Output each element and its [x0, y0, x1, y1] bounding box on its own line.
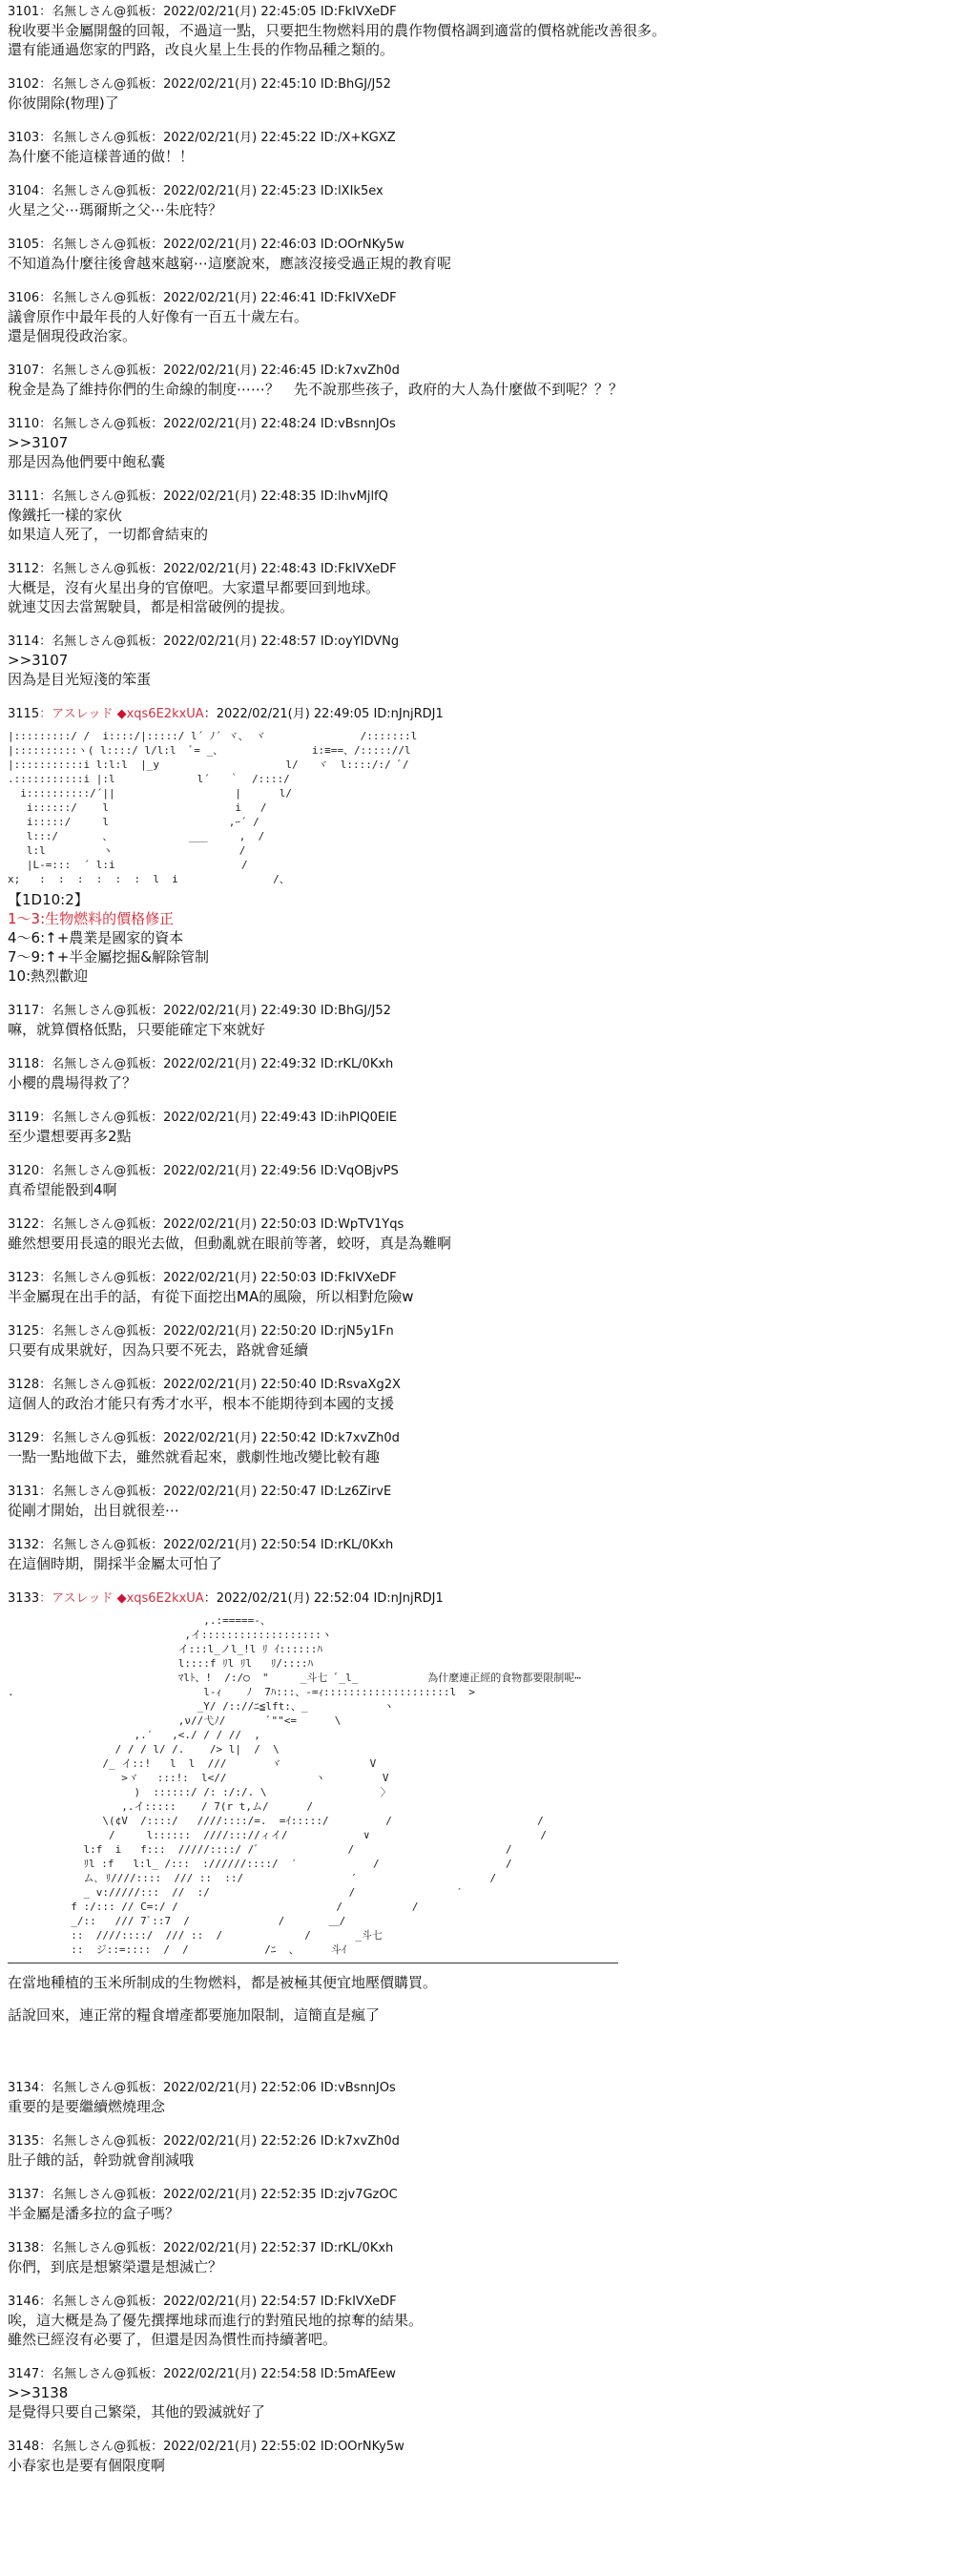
post-3131: [8, 1484, 946, 1520]
post-body: 火星之父⋯瑪爾斯之父⋯朱庇特？: [8, 201, 223, 218]
post-id[interactable]: ID:k7xvZh0d: [320, 2134, 400, 2149]
post-date: ：2022/02/21(月) 22:54:58: [151, 2367, 317, 2381]
post-body: 你們，到底是想繁榮還是想滅亡？: [8, 2258, 223, 2275]
post-id[interactable]: ID:FkIVXeDF: [320, 5, 397, 19]
post-header: [8, 183, 946, 200]
post-number: 3106: [8, 291, 40, 305]
post-header: [8, 416, 946, 433]
post-3125: [8, 1323, 946, 1360]
post-id[interactable]: ID:FkIVXeDF: [320, 1271, 397, 1285]
post-3106: [8, 290, 946, 345]
post-id[interactable]: ID:WpTV1Yqs: [320, 1217, 404, 1232]
ascii-art: |:::::::::/ / i::::/|:::::/ l´ ﾉ´ ヾ、 ヾ /:::::::l |::::::::::ヽ( l::::/ l/l:l ﾞ= _、 i:≡==、/::::://l |:::::::::::i l:l:l |_y l/ ヾ l::::/:/ ﾞ/ .:::::::::::i |:l l´ ｀ /::::/ i::::::::::/´|| | l/ i::::::/ l i / i:::::/ l ,ｰ´ / l:::/ 、 ___ , / l:l ヽ / |L-=::: ´ l:i / x; : : : : : : l i /、: [8, 730, 418, 885]
post-header: [8, 1590, 946, 1608]
post-header: [8, 1430, 946, 1447]
post-date: ：2022/02/21(月) 22:52:37: [151, 2241, 317, 2255]
author-name[interactable]: ：名無しさん@狐板: [39, 417, 152, 431]
post-3138: [8, 2240, 946, 2276]
post-id[interactable]: ID:rKL/0Kxh: [320, 2241, 394, 2255]
post-header: [8, 237, 946, 254]
post-body: 重要的是要繼續燃燒理念: [8, 2098, 166, 2115]
post-date: ：2022/02/21(月) 22:46:03: [151, 238, 317, 252]
post-number: 3138: [8, 2241, 40, 2255]
tripcode: xqs6E2kxUA: [126, 1591, 204, 1606]
post-3105: [8, 237, 946, 273]
post-id[interactable]: ID:Lz6ZirvE: [320, 1485, 392, 1499]
post-number: 3107: [8, 364, 40, 378]
trip-diamond-icon: ◆: [116, 707, 127, 721]
post-id[interactable]: ID:OOrNKy5w: [320, 2440, 404, 2454]
post-date: ：2022/02/21(月) 22:48:35: [151, 489, 317, 504]
author-name[interactable]: ：名無しさん@狐板: [39, 562, 152, 576]
post-date: ：2022/02/21(月) 22:50:03: [151, 1271, 317, 1285]
post-3132: [8, 1537, 946, 1573]
post-number: 3132: [8, 1538, 40, 1552]
post-header: [8, 1484, 946, 1501]
post-id[interactable]: ID:rKL/0Kxh: [320, 1057, 394, 1071]
post-header: [8, 1163, 946, 1180]
post-3111: [8, 488, 946, 544]
post-3123: [8, 1270, 946, 1306]
post-id[interactable]: ID:rjN5y1Fn: [320, 1324, 394, 1339]
author-name[interactable]: ：アスレッド: [39, 707, 114, 721]
post-header: [8, 1323, 946, 1340]
post-group-2: [8, 1003, 946, 1573]
post-number: 3103: [8, 131, 40, 145]
post-id[interactable]: ID:FkIVXeDF: [320, 2295, 397, 2309]
post-date: ：2022/02/21(月) 22:46:41: [151, 291, 317, 305]
post-number: 3114: [8, 634, 40, 649]
post-header: [8, 2240, 946, 2257]
post-number: 3133: [8, 1591, 40, 1606]
post-3128: [8, 1377, 946, 1413]
post-id[interactable]: ID:lhvMjlfQ: [320, 489, 388, 504]
dice-result-item: 7〜9:↑+半金屬挖掘&解除管制: [8, 948, 209, 966]
author-name[interactable]: ：名無しさん@狐板: [39, 2134, 152, 2149]
post-id[interactable]: ID:vBsnnJOs: [320, 417, 396, 431]
post-date: ：2022/02/21(月) 22:48:57: [151, 634, 317, 649]
post-date: ：2022/02/21(月) 22:45:22: [151, 131, 317, 145]
author-name[interactable]: ：名無しさん@狐板: [39, 1485, 152, 1499]
author-name[interactable]: ：名無しさん@狐板: [39, 2367, 152, 2381]
post-3119: [8, 1110, 946, 1146]
post-date: ：2022/02/21(月) 22:52:06: [151, 2081, 317, 2095]
post-body: 真希望能骰到4啊: [8, 1181, 117, 1198]
post-header: [8, 2294, 946, 2311]
post-header: [8, 2366, 946, 2383]
post-body: 唉，這大概是為了優先撰擇地球而進行的對殖民地的掠奪的結果。 雖然已經沒有必要了，但還是因為慣性而持續著吧。: [8, 2312, 424, 2348]
post-id[interactable]: ID:VqOBjvPS: [320, 1164, 399, 1178]
post-id[interactable]: ID:zjv7GzOC: [320, 2188, 398, 2202]
post-number: 3135: [8, 2134, 40, 2149]
post-header: [8, 4, 946, 21]
post-header: [8, 1056, 946, 1073]
post-body: 大概是，沒有火星出身的官僚吧。大家還早都要回到地球。 就連艾因去當駕駛員，都是相當破例的提拔。: [8, 579, 381, 615]
post-header: [8, 290, 946, 307]
author-name[interactable]: ：名無しさん@狐板: [39, 5, 152, 19]
author-name[interactable]: ：名無しさん@狐板: [39, 2295, 152, 2309]
post-number: 3119: [8, 1111, 40, 1125]
author-name[interactable]: ：名無しさん@狐板: [39, 184, 152, 198]
post-header: [8, 488, 946, 506]
post-date: ：2022/02/21(月) 22:46:45: [151, 364, 317, 378]
post-3147: [8, 2366, 946, 2421]
post-date: ：2022/02/21(月) 22:52:04: [203, 1591, 370, 1606]
post-id[interactable]: ID:OOrNKy5w: [320, 238, 404, 252]
post-id[interactable]: ID:rKL/0Kxh: [320, 1538, 394, 1552]
dice-result-item: 10:熱烈歡迎: [8, 967, 89, 985]
post-header: [8, 706, 946, 723]
post-date: ：2022/02/21(月) 22:50:40: [151, 1378, 317, 1392]
post-body: 只要有成果就好，因為只要不死去，路就會延續: [8, 1341, 309, 1359]
post-date: ：2022/02/21(月) 22:45:05: [151, 5, 317, 19]
post-3129: [8, 1430, 946, 1466]
post-body: >>3107 因為是目光短淺的笨蛋: [8, 652, 152, 688]
post-body: 半金屬現在出手的話，有從下面挖出MA的風險，所以相對危險w: [8, 1288, 414, 1305]
post-date: ：2022/02/21(月) 22:49:30: [151, 1004, 317, 1018]
post-3137: [8, 2187, 946, 2223]
post-header: [8, 2439, 946, 2456]
author-name[interactable]: ：名無しさん@狐板: [39, 489, 152, 504]
author-name[interactable]: ：名無しさん@狐板: [39, 1164, 152, 1178]
post-id[interactable]: ID:k7xvZh0d: [320, 364, 400, 378]
post-date: ：2022/02/21(月) 22:52:26: [151, 2134, 317, 2149]
post-id[interactable]: ID:k7xvZh0d: [320, 1431, 400, 1445]
post-number: 3128: [8, 1378, 40, 1392]
post-body: 雖然想要用長遠的眼光去做，但動亂就在眼前等著，蛟呀，真是為難啊: [8, 1235, 452, 1252]
author-name[interactable]: ：名無しさん@狐板: [39, 1004, 152, 1018]
post-id[interactable]: ID:5mAfEew: [320, 2367, 396, 2381]
post-body: 稅收要半金屬開盤的回報，不過這一點，只要把生物燃料用的農作物價格調到適當的價格就能改善很多。 還有能通過您家的門路，改良火星上生長的作物品種之類的。: [8, 22, 667, 58]
post-id[interactable]: ID:/X+KGXZ: [320, 131, 396, 145]
ascii-art: ,.:=====-、 ,イ:::::::::::::::::::ヽ イ:::l_ノl_!l ﾘ ｲ::::::ﾊ l::::f ﾘl ﾘl ﾘ/::::ﾊ ﾏlﾄ、! /:/○ " _斗七 ﾞ_l_ 為什麼連正經的食物都要限制呢⋯ . l-ｨ ﾉ 7ﾊ:::、-=ｨ::::::::::::::::::::l > _Y/ /:://ﾆ≦lft:、_ ヽ ,ν//弋ﾉ/ ﾞ""<= \ ,.′ ,<./ / / // , / / / l/ /. /> l| / \ /_ イ::! l l /// ヾ V >ヾ :::!: l<// ヽ V ) ::::::/ /: :/:/. \ 〉 ,.イ::::: / 7(r t,ム/ / \(¢V /::::/ ////::::/=. =ｲ:::::/ / / / l:::::: ////::://ィイ/ ∨ / l:f i f::: /////::::/ /ﾞ / / ﾘl :f l:l_ /::: ://////::::/ ′ / / ム､ ﾘ////:::: /// :: ::/ ′ / _ v://///::: // :/ / ′ f :/::: // C=:/ / / / _/:: /// 7ﾞ::7 / / ＿/ :: ////::::/ /// :: / / _斗七 :: ジ::=:::: / / /ﾆ 、 斗ｲ: [8, 1614, 581, 1956]
post-date: ：2022/02/21(月) 22:50:03: [151, 1217, 317, 1232]
author-name[interactable]: ：名無しさん@狐板: [39, 1324, 152, 1339]
post-3120: [8, 1163, 946, 1199]
author-name[interactable]: ：名無しさん@狐板: [39, 1378, 152, 1392]
post-number: 3123: [8, 1271, 40, 1285]
post-number: 3104: [8, 184, 40, 198]
post-date: ：2022/02/21(月) 22:45:10: [151, 77, 317, 92]
post-3103: [8, 130, 946, 166]
post-number: 3115: [8, 707, 40, 721]
op-post-3115: [8, 706, 946, 986]
author-name[interactable]: ：名無しさん@狐板: [39, 634, 152, 649]
author-name[interactable]: ：名無しさん@狐板: [39, 131, 152, 145]
author-name[interactable]: ：名無しさん@狐板: [39, 238, 152, 252]
post-header: [8, 2080, 946, 2097]
post-3118: [8, 1056, 946, 1092]
post-body: 嘛，就算價格低點，只要能確定下來就好: [8, 1021, 266, 1038]
post-body: 半金屬是潘多拉的盒子嗎？: [8, 2205, 180, 2222]
post-3134: [8, 2080, 946, 2116]
post-date: ：2022/02/21(月) 22:55:02: [151, 2440, 317, 2454]
post-3102: [8, 76, 946, 113]
post-number: 3117: [8, 1004, 40, 1018]
narration-line: 話說回來，連正常的糧食增產都要施加限制，這簡直是瘋了: [8, 2006, 381, 2024]
post-body: 小櫻的農場得救了？: [8, 1074, 137, 1091]
post-3114: [8, 634, 946, 689]
post-date: ：2022/02/21(月) 22:49:32: [151, 1057, 317, 1071]
post-header: [8, 1003, 946, 1020]
author-name[interactable]: ：名無しさん@狐板: [39, 1431, 152, 1445]
dice-result-item: 4〜6:↑+農業是國家的資本: [8, 929, 184, 946]
post-3107: [8, 363, 946, 399]
post-date: ：2022/02/21(月) 22:52:35: [151, 2188, 317, 2202]
post-body: 從剛才開始，出目就很差⋯: [8, 1502, 180, 1519]
post-date: ：2022/02/21(月) 22:45:23: [151, 184, 317, 198]
post-body: 一點一點地做下去，雖然就看起來，戲劇性地改變比較有趣: [8, 1448, 381, 1465]
thread: [8, 4, 946, 2492]
post-header: [8, 2187, 946, 2204]
author-name[interactable]: ：アスレッド: [39, 1591, 114, 1606]
post-body: 不知道為什麼往後會越來越窮⋯這麼說來，應該沒接受過正規的教育呢: [8, 255, 452, 272]
post-date: ：2022/02/21(月) 22:50:54: [151, 1538, 317, 1552]
dice-result-item: 1〜3:生物燃料的價格修正: [8, 910, 175, 927]
narration-line: 在當地種植的玉米所制成的生物燃料，都是被極其便宜地壓價購買。: [8, 1974, 438, 1991]
author-name[interactable]: ：名無しさん@狐板: [39, 1217, 152, 1232]
author-name[interactable]: ：名無しさん@狐板: [39, 1271, 152, 1285]
post-number: 3131: [8, 1485, 40, 1499]
post-date: ：2022/02/21(月) 22:50:42: [151, 1431, 317, 1445]
post-id[interactable]: ID:BhGJ/J52: [320, 77, 391, 92]
post-number: 3101: [8, 5, 40, 19]
post-id[interactable]: ID:BhGJ/J52: [320, 1004, 391, 1018]
author-name[interactable]: ：名無しさん@狐板: [39, 291, 152, 305]
op-post-3133: [8, 1590, 946, 2025]
tripcode: xqs6E2kxUA: [126, 707, 204, 721]
post-number: 3120: [8, 1164, 40, 1178]
post-date: ：2022/02/21(月) 22:48:43: [151, 562, 317, 576]
post-header: [8, 1110, 946, 1127]
post-id[interactable]: ID:FkIVXeDF: [320, 562, 397, 576]
post-3148: [8, 2439, 946, 2475]
trip-diamond-icon: ◆: [116, 1591, 127, 1606]
post-number: 3122: [8, 1217, 40, 1232]
author-name[interactable]: ：名無しさん@狐板: [39, 1538, 152, 1552]
post-header: [8, 2133, 946, 2150]
post-header: [8, 1270, 946, 1287]
post-number: 3105: [8, 238, 40, 252]
post-number: 3147: [8, 2367, 40, 2381]
post-body: >>3107 那是因為他們要中飽私囊: [8, 434, 166, 470]
post-number: 3102: [8, 77, 40, 92]
post-id[interactable]: ID:lXIk5ex: [320, 184, 384, 198]
post-number: 3129: [8, 1431, 40, 1445]
post-number: 3146: [8, 2295, 40, 2309]
post-date: ：2022/02/21(月) 22:49:56: [151, 1164, 317, 1178]
post-body: 這個人的政治才能只有秀才水平，根本不能期待到本國的支援: [8, 1395, 395, 1412]
post-header: [8, 76, 946, 93]
dice-result-list: [8, 890, 946, 986]
post-group-3: [8, 2080, 946, 2475]
post-date: ：2022/02/21(月) 22:50:20: [151, 1324, 317, 1339]
author-name[interactable]: ：名無しさん@狐板: [39, 364, 152, 378]
author-name[interactable]: ：名無しさん@狐板: [39, 1111, 152, 1125]
post-header: [8, 634, 946, 651]
post-date: ：2022/02/21(月) 22:48:24: [151, 417, 317, 431]
post-id[interactable]: ID:nJnjRDJ1: [373, 1591, 444, 1606]
post-3135: [8, 2133, 946, 2170]
post-id[interactable]: ID:RsvaXg2X: [320, 1378, 401, 1392]
author-name[interactable]: ：名無しさん@狐板: [39, 1057, 152, 1071]
post-3146: [8, 2294, 946, 2349]
post-number: 3137: [8, 2188, 40, 2202]
post-3110: [8, 416, 946, 471]
post-header: [8, 1537, 946, 1554]
post-date: ：2022/02/21(月) 22:54:57: [151, 2295, 317, 2309]
post-id[interactable]: ID:oyYIDVNg: [320, 634, 400, 649]
post-body: 稅金是為了維持你們的生命線的制度⋯⋯？ 先不說那些孩子，政府的大人為什麼做不到呢？？？: [8, 381, 624, 398]
dice-result-item: 【1D10:2】: [8, 891, 89, 908]
post-body: 在這個時期，開採半金屬太可怕了: [8, 1555, 223, 1572]
post-3117: [8, 1003, 946, 1039]
post-number: 3118: [8, 1057, 40, 1071]
post-number: 3112: [8, 562, 40, 576]
post-body: 小春家也是要有個限度啊: [8, 2457, 166, 2474]
post-3122: [8, 1216, 946, 1253]
post-header: [8, 1216, 946, 1234]
post-number: 3125: [8, 1324, 40, 1339]
post-group-1: [8, 4, 946, 689]
author-name[interactable]: ：名無しさん@狐板: [39, 2188, 152, 2202]
author-name[interactable]: ：名無しさん@狐板: [39, 2081, 152, 2095]
post-number: 3134: [8, 2081, 40, 2095]
author-name[interactable]: ：名無しさん@狐板: [39, 77, 152, 92]
post-number: 3111: [8, 489, 40, 504]
post-body: 為什麼不能這樣普通的做！！: [8, 148, 195, 165]
post-3101: [8, 4, 946, 59]
post-id[interactable]: ID:FkIVXeDF: [320, 291, 397, 305]
post-header: [8, 561, 946, 578]
post-3104: [8, 183, 946, 219]
post-number: 3110: [8, 417, 40, 431]
post-header: [8, 130, 946, 147]
author-name[interactable]: ：名無しさん@狐板: [39, 2440, 152, 2454]
post-header: [8, 1377, 946, 1394]
post-body: 議會原作中最年長的人好像有一百五十歲左右。 還是個現役政治家。: [8, 308, 309, 344]
post-id[interactable]: ID:nJnjRDJ1: [373, 707, 444, 721]
post-body: >>3138 是覺得只要自己繁榮，其他的毀滅就好了: [8, 2384, 266, 2420]
post-date: ：2022/02/21(月) 22:49:43: [151, 1111, 317, 1125]
post-body: 至少還想要再多2點: [8, 1128, 132, 1145]
post-number: 3148: [8, 2440, 40, 2454]
spacer: [8, 2042, 946, 2080]
post-id[interactable]: ID:ihPlQ0EIE: [320, 1111, 398, 1125]
post-body: 像鐵托一樣的家伙 如果這人死了，一切都會結束的: [8, 507, 209, 543]
post-id[interactable]: ID:vBsnnJOs: [320, 2081, 396, 2095]
post-body: 肚子餓的話，幹勁就會削減哦: [8, 2151, 195, 2169]
post-3112: [8, 561, 946, 616]
post-body: 你彼開除(物理)了: [8, 94, 119, 112]
post-date: ：2022/02/21(月) 22:50:47: [151, 1485, 317, 1499]
post-date: ：2022/02/21(月) 22:49:05: [203, 707, 370, 721]
author-name[interactable]: ：名無しさん@狐板: [39, 2241, 152, 2255]
post-header: [8, 363, 946, 380]
